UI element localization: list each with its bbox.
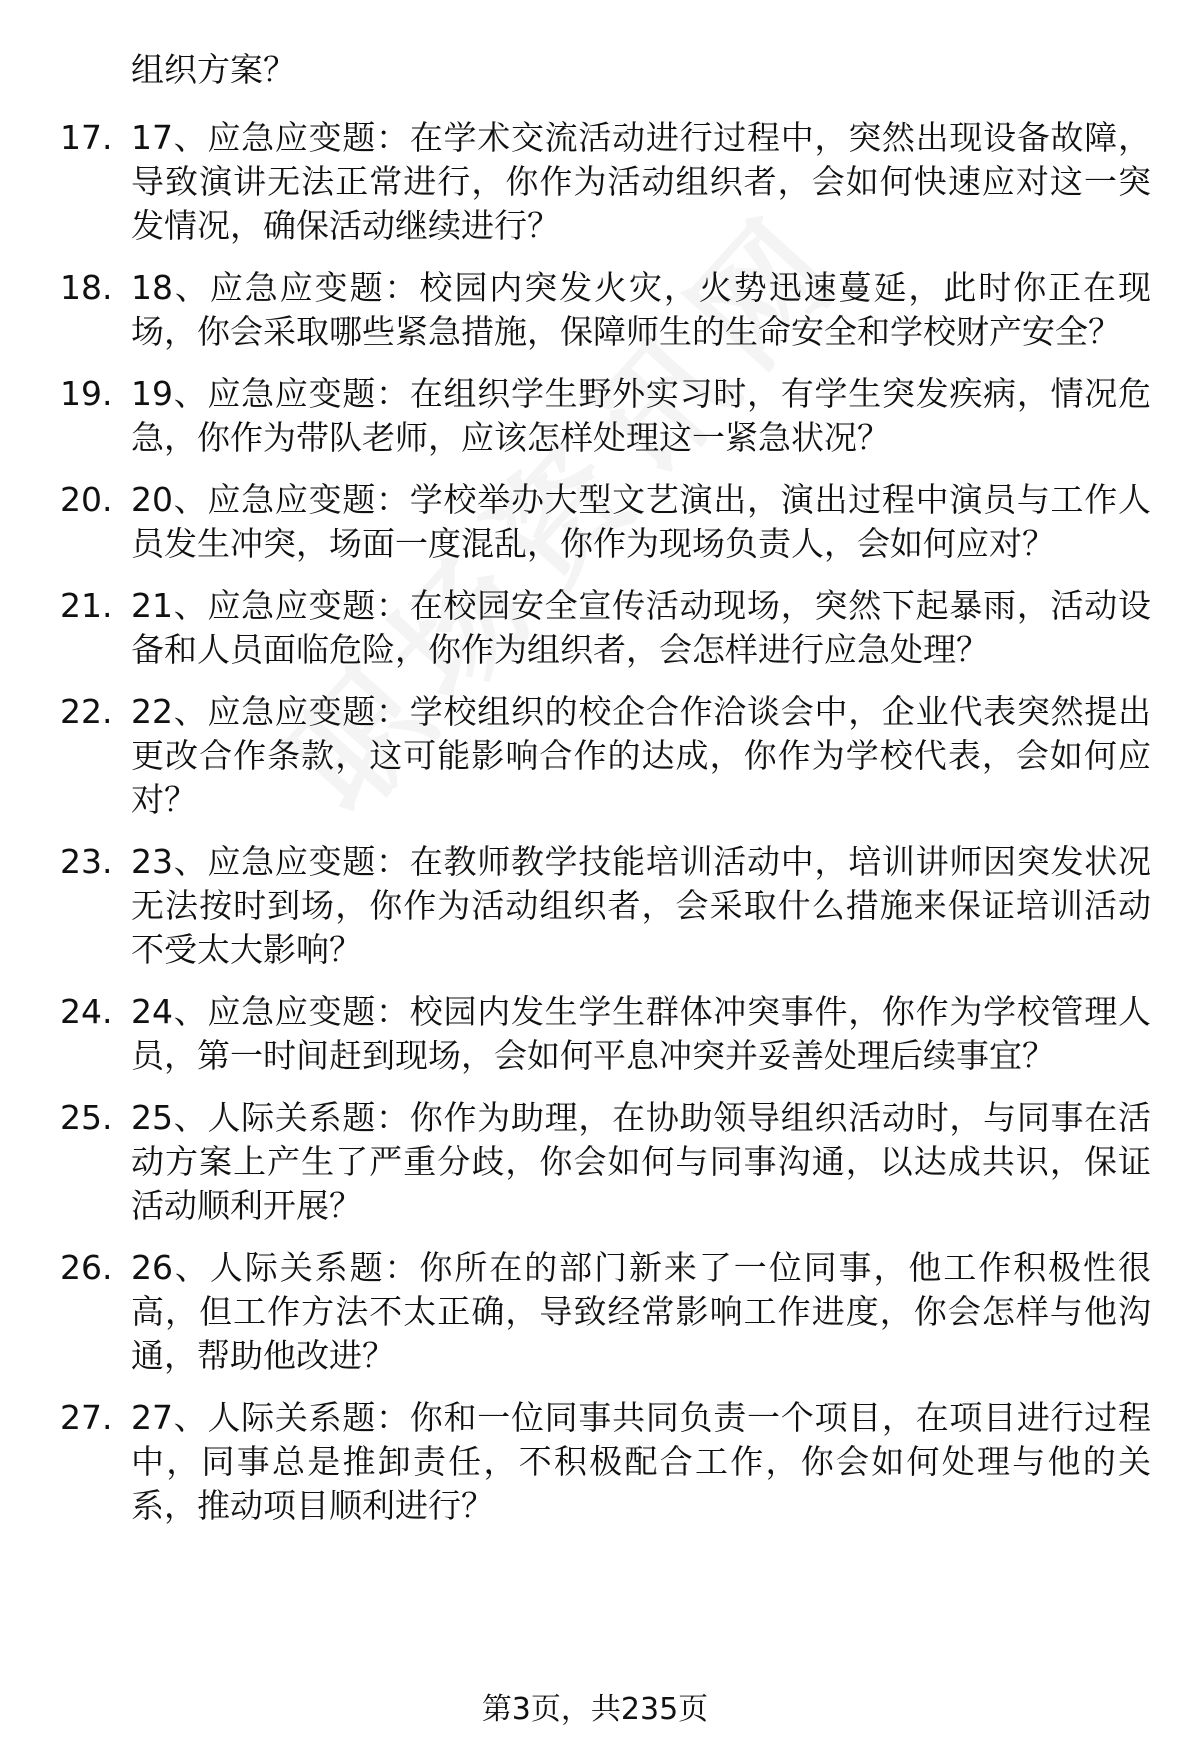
- item-number: 22.: [60, 692, 113, 731]
- list-item: [0, 584, 1190, 672]
- item-text: 26、人际关系题：你所在的部门新来了一位同事，他工作积极性很高，但工作方法不太正确，导致经常影响工作进度，你会怎样与他沟通，帮助他改进？: [131, 1248, 1151, 1375]
- list-item: [0, 478, 1190, 566]
- list-item: [0, 266, 1190, 354]
- list-item: [0, 690, 1190, 822]
- list-item: [0, 1246, 1190, 1378]
- list-item: [0, 990, 1190, 1078]
- page-footer: 第3页，共235页: [481, 1692, 709, 1727]
- item-text: 20、应急应变题：学校举办大型文艺演出，演出过程中演员与工作人员发生冲突，场面一度混乱，你作为现场负责人，会如何应对？: [131, 480, 1151, 563]
- item-number: 24.: [60, 992, 113, 1031]
- item-number: 20.: [60, 480, 113, 519]
- item-number: 26.: [60, 1248, 113, 1287]
- item-text: 24、应急应变题：校园内发生学生群体冲突事件，你作为学校管理人员，第一时间赶到现场，会如何平息冲突并妥善处理后续事宜？: [131, 992, 1151, 1075]
- item-text: 23、应急应变题：在教师教学技能培训活动中，培训讲师因突发状况无法按时到场，你作为活动组织者，会采取什么措施来保证培训活动不受太大影响？: [131, 842, 1151, 969]
- item-number: 17.: [60, 118, 113, 157]
- item-number: 19.: [60, 374, 113, 413]
- item-text: 18、应急应变题：校园内突发火灾，火势迅速蔓延，此时你正在现场，你会采取哪些紧急措施，保障师生的生命安全和学校财产安全？: [131, 268, 1151, 351]
- item-text: 27、人际关系题：你和一位同事共同负责一个项目，在项目进行过程中，同事总是推卸责任，不积极配合工作，你会如何处理与他的关系，推动项目顺利进行？: [131, 1398, 1151, 1525]
- item-number: 21.: [60, 586, 113, 625]
- list-item: [0, 840, 1190, 972]
- continuation-text: 组织方案？: [131, 50, 296, 89]
- item-text: 22、应急应变题：学校组织的校企合作洽谈会中，企业代表突然提出更改合作条款，这可能影响合作的达成，你作为学校代表，会如何应对？: [131, 692, 1151, 819]
- list-item: [0, 1096, 1190, 1228]
- item-number: 25.: [60, 1098, 113, 1137]
- question-list: [0, 116, 1190, 1546]
- item-text: 25、人际关系题：你作为助理，在协助领导组织活动时，与同事在活动方案上产生了严重分歧，你会如何与同事沟通，以达成共识，保证活动顺利开展？: [131, 1098, 1151, 1225]
- item-number: 18.: [60, 268, 113, 307]
- item-text: 21、应急应变题：在校园安全宣传活动现场，突然下起暴雨，活动设备和人员面临危险，你作为组织者，会怎样进行应急处理？: [131, 586, 1151, 669]
- item-text: 17、应急应变题：在学术交流活动进行过程中，突然出现设备故障，导致演讲无法正常进行，你作为活动组织者，会如何快速应对这一突发情况，确保活动继续进行？: [131, 118, 1151, 245]
- item-number: 27.: [60, 1398, 113, 1437]
- list-item: [0, 1396, 1190, 1528]
- list-item: [0, 372, 1190, 460]
- item-number: 23.: [60, 842, 113, 881]
- item-text: 19、应急应变题：在组织学生野外实习时，有学生突发疾病，情况危急，你作为带队老师，应该怎样处理这一紧急状况？: [131, 374, 1151, 457]
- list-item: [0, 116, 1190, 248]
